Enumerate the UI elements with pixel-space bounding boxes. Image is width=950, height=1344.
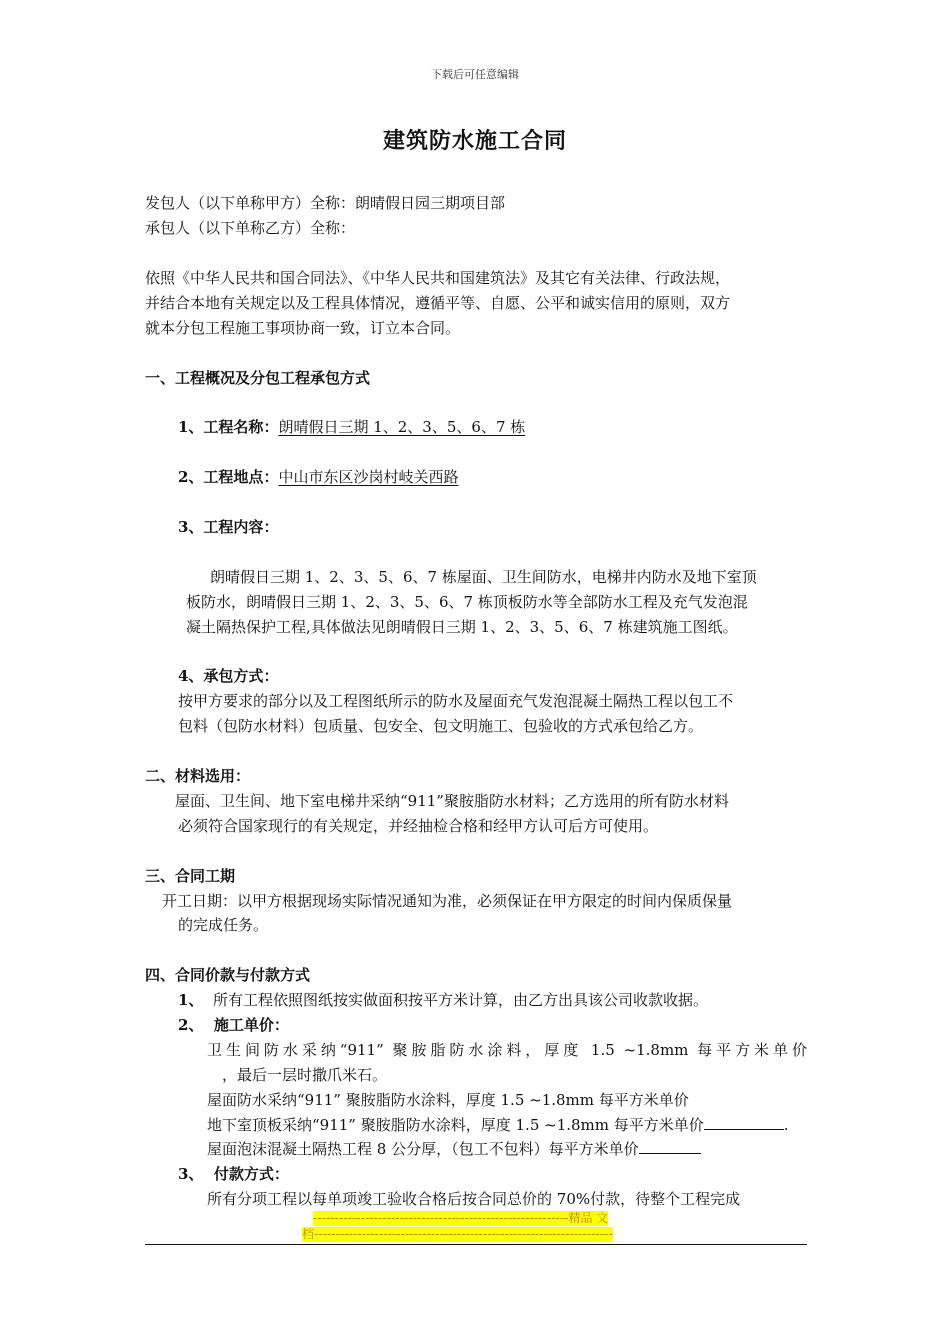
schedule-line-1: 开工日期：以甲方根据现场实际情况通知为准，必须保证在甲方限定的时间内保质保量 <box>162 892 733 910</box>
contract-mode-line-2: 包料（包防水材料）包质量、包安全、包文明施工、包验收的方式承包给乙方。 <box>178 717 704 735</box>
section-3-heading: 三、合同工期 <box>145 867 236 885</box>
footer-rule <box>145 1244 807 1245</box>
section-2-heading: 二、材料选用： <box>145 767 251 785</box>
project-location-label: 2、工程地点： <box>178 468 279 486</box>
party-b: 承包人（以下单称乙方）全称： <box>145 219 356 237</box>
price-roof-insulation-text: 屋面泡沫混凝土隔热工程 8 公分厚，（包工不包料）每平方米单价 <box>207 1140 639 1158</box>
section-4-heading: 四、合同价款与付款方式 <box>145 966 311 984</box>
price-basement-blank[interactable] <box>704 1113 784 1130</box>
intro-line-3: 就本分包工程施工事项协商一致，订立本合同。 <box>145 319 461 337</box>
price-item-3 <box>178 1162 289 1186</box>
price-item-1 <box>178 988 708 1012</box>
price-bathroom: 卫生间防水采纳“911” 聚胺脂防水涂料，厚度 1.5 ~1.8mm 每平方米单价 <box>207 1041 807 1059</box>
project-content-label: 3、工程内容： <box>178 518 279 536</box>
project-content-line-2: 板防水，朗晴假日三期 1、2、3、5、6、7 栋顶板防水等全部防水工程及充气发泡混 <box>186 593 748 611</box>
footer-watermark-line-2: 档--------------------------------------------------------------------- <box>302 1227 613 1241</box>
price-item-2-label: 2、 <box>178 1016 204 1034</box>
price-roof: 屋面防水采纳“911” 聚胺脂防水涂料，厚度 1.5 ~1.8mm 每平方米单价 <box>207 1091 689 1109</box>
payment-line: 所有分项工程以每单项竣工验收合格后按合同总价的 70%付款，待整个工程完成 <box>207 1190 741 1208</box>
intro-line-2: 并结合本地有关规定以及工程具体情况，遵循平等、自愿、公平和诚实信用的原则，双方 <box>145 294 731 312</box>
intro-line-1: 依照《中华人民共和国合同法》、《中华人民共和国建筑法》及其它有关法律、行政法规， <box>145 269 731 287</box>
price-item-1-text: 所有工程依照图纸按实做面积按平方米计算，由乙方出具该公司收款收据。 <box>212 991 708 1009</box>
header-note: 下载后可任意编辑 <box>431 68 519 81</box>
price-roof-insulation-blank[interactable] <box>639 1137 701 1154</box>
price-basement-text: 地下室顶板采纳“911” 聚胺脂防水涂料，厚度 1.5 ~1.8mm 每平方米单价 <box>207 1116 704 1134</box>
section-1-heading: 一、工程概况及分包工程承包方式 <box>145 369 371 387</box>
price-item-1-label: 1、 <box>178 991 204 1009</box>
document-title: 建筑防水施工合同 <box>382 128 567 154</box>
footer-watermark-line-1: -----------------------------------------------------------精品 文 <box>313 1211 609 1225</box>
project-name-row <box>178 415 525 439</box>
price-item-3-label: 3、 <box>178 1165 204 1183</box>
materials-line-2: 必须符合国家现行的有关规定，并经抽检合格和经甲方认可后方可使用。 <box>178 817 659 835</box>
contract-mode-line-1: 按甲方要求的部分以及工程图纸所示的防水及屋面充气发泡混凝土隔热工程以包工不 <box>178 692 734 710</box>
price-basement <box>207 1113 789 1137</box>
contract-mode-label: 4、承包方式： <box>178 667 279 685</box>
project-location-value: 中山市东区沙岗村岐关西路 <box>278 468 459 486</box>
project-content-line-3: 凝土隔热保护工程,具体做法见朗晴假日三期 1、2、3、5、6、7 栋建筑施工图纸。 <box>186 618 738 636</box>
schedule-line-2: 的完成任务。 <box>178 916 269 934</box>
price-item-2-title: 施工单价： <box>213 1016 289 1034</box>
price-basement-period: . <box>783 1116 789 1134</box>
project-name-value: 朗晴假日三期 1、2、3、5、6、7 栋 <box>278 418 526 436</box>
project-location-row <box>178 465 458 489</box>
price-item-2 <box>178 1013 289 1037</box>
materials-line-1: 屋面、卫生间、地下室电梯井采纳“911”聚胺脂防水材料；乙方选用的所有防水材料 <box>175 792 729 810</box>
project-name-label: 1、工程名称： <box>178 418 279 436</box>
price-bathroom-note: ，最后一层时撒爪米石。 <box>222 1066 388 1084</box>
party-a: 发包人（以下单称甲方）全称：朗晴假日园三期项目部 <box>145 194 506 212</box>
project-content-line-1: 朗晴假日三期 1、2、3、5、6、7 栋屋面、卫生间防水，电梯井内防水及地下室顶 <box>210 568 757 586</box>
price-item-3-title: 付款方式： <box>213 1165 289 1183</box>
price-roof-insulation <box>207 1137 701 1161</box>
